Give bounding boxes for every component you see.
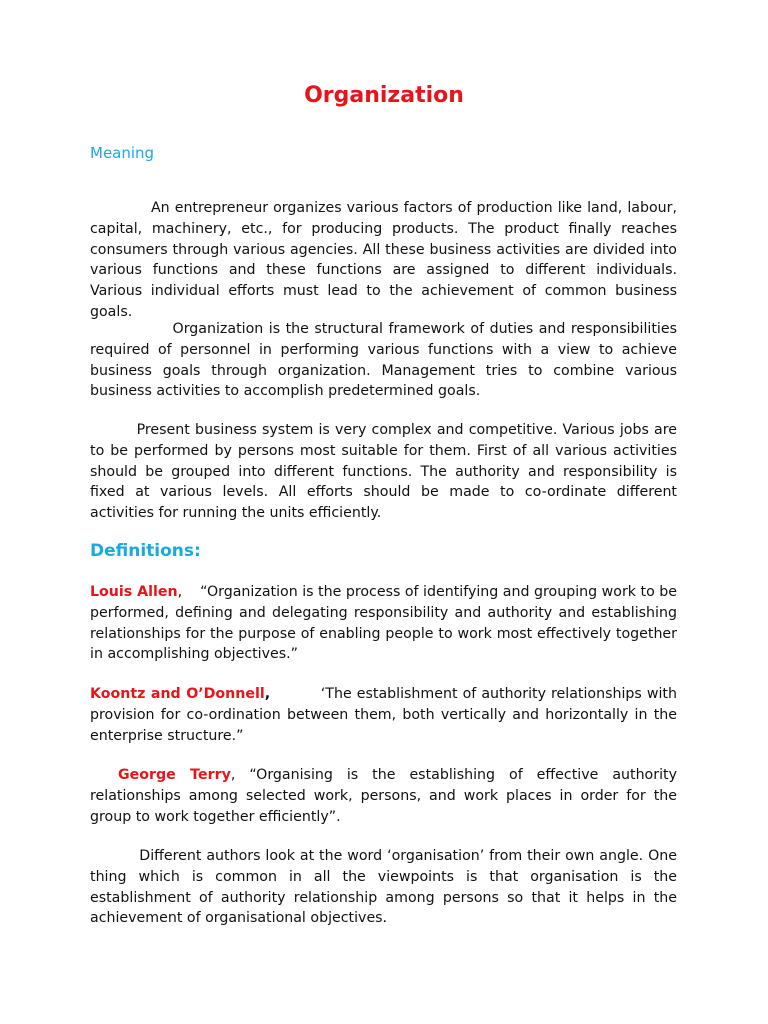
indent <box>90 848 139 864</box>
definitions-heading: Definitions: <box>90 541 201 561</box>
indent <box>90 422 137 438</box>
paragraph-text: An entrepreneur organizes various factors of production like land, labour, capital, machinery, etc., for producing products. The product finally reaches consumers through various agencies. All these business activities are divided into various functions and these functions are assigned to different individuals. Various individual efforts must lead to the achievement of common business goals. <box>90 200 677 320</box>
indent <box>90 767 118 783</box>
definition-author: Koontz and O’Donnell <box>90 686 265 702</box>
paragraph-text: Organization is the structural framework of duties and responsibilities required of personnel in performing various functions with a view to achieve business goals through organization. Management tries to combine various business activities to accomplish predetermined goals. <box>90 321 677 400</box>
definition-george-terry <box>90 765 677 827</box>
paragraph-text: Different authors look at the word ‘organisation’ from their own angle. One thing which is common in all the viewpoints is that organisation is the establishment of authority relationship among persons so that it helps in the achievement of organisational objectives. <box>90 848 677 927</box>
definition-separator: , <box>230 767 236 783</box>
indent <box>90 200 151 216</box>
paragraph-intro <box>90 198 677 323</box>
page-title: Organization <box>304 83 464 108</box>
definition-author: Louis Allen <box>90 584 178 600</box>
gap <box>235 767 249 783</box>
meaning-heading: Meaning <box>90 144 155 162</box>
definition-koontz-odonnell <box>90 684 677 746</box>
paragraph-text: Present business system is very complex and competitive. Various jobs are to be performed by persons most suitable for them. First of all various activities should be grouped into different functions. The authority and responsibility is fixed at various levels. All efforts should be made to co-ordinate different activities for running the units efficiently. <box>90 422 677 522</box>
definition-separator: , <box>177 584 183 600</box>
paragraph-closing <box>90 846 677 929</box>
definition-text: “Organization is the process of identifying and grouping work to be performed, defining and delegating responsibility and authority and establishing relationships for the purpose of enabling people to work most effectively together in accomplishing objectives.” <box>90 584 677 663</box>
definition-text: ‘The establishment of authority relationships with provision for co-ordination between them, both vertically and horizontally in the enterprise structure.” <box>90 686 677 744</box>
gap <box>182 584 200 600</box>
paragraph-present-system <box>90 420 677 524</box>
paragraph-structure <box>90 319 677 402</box>
definition-author: George Terry <box>117 767 231 783</box>
definition-separator: , <box>264 686 271 702</box>
gap <box>270 686 321 702</box>
indent <box>90 321 173 337</box>
definition-text: “Organising is the establishing of effective authority relationships among selected work, persons, and work places in order for the group to work together efficiently”. <box>90 767 677 825</box>
definition-louis-allen <box>90 582 677 665</box>
